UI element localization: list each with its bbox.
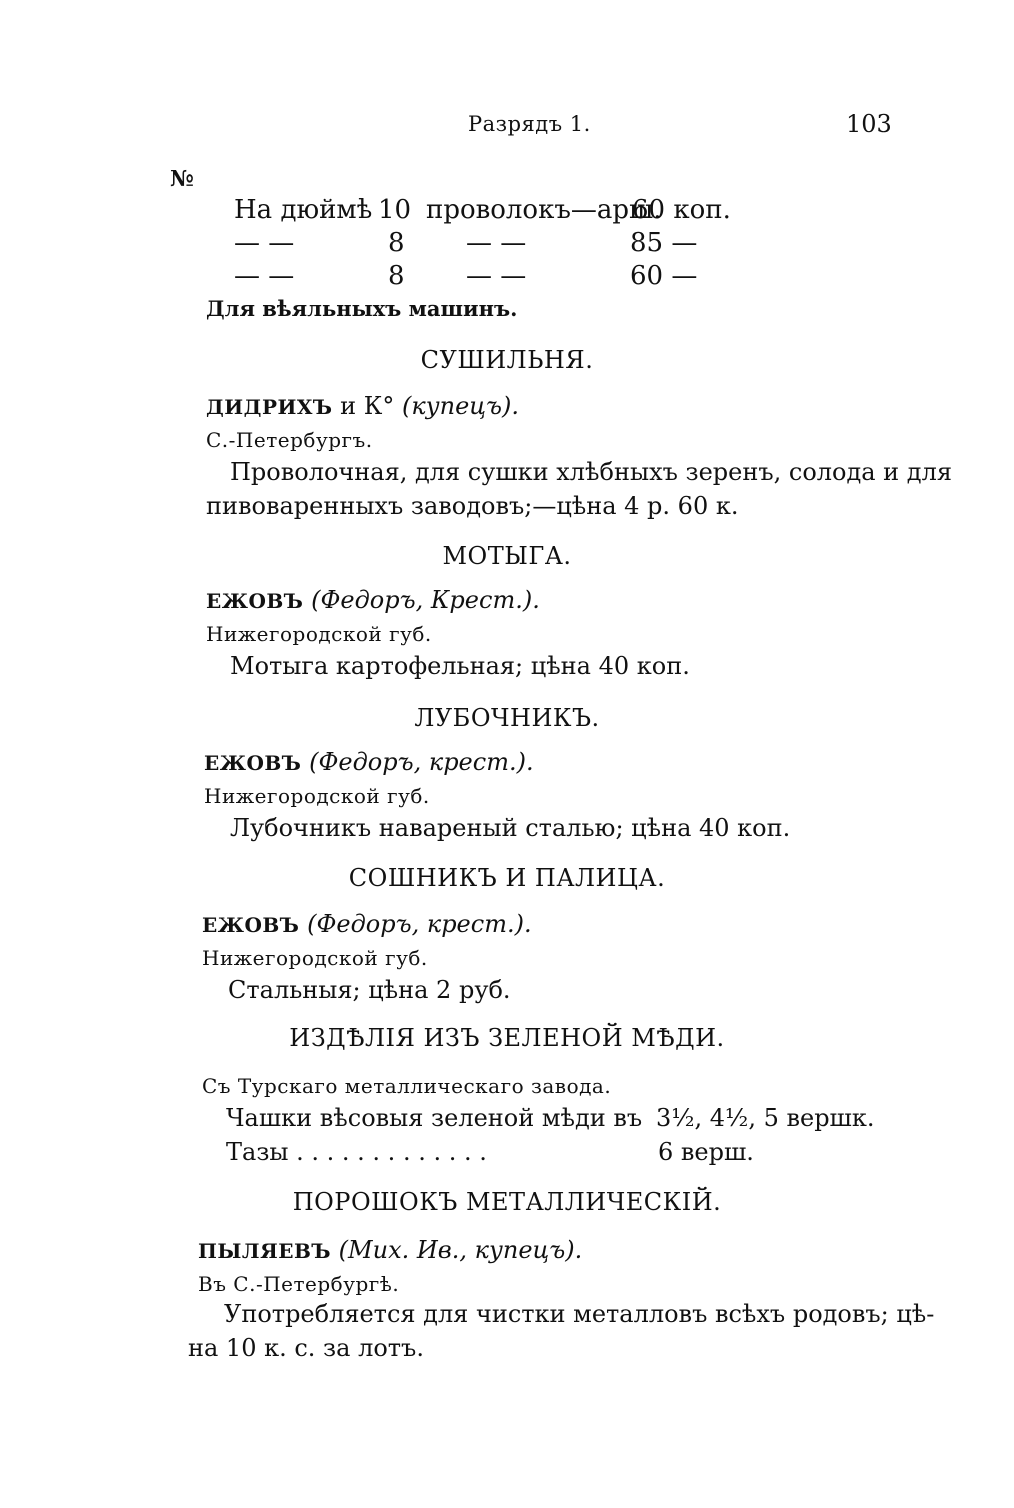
- desc-sushilnya-1: Проволочная, для сушки хлѣбныхъ зеренъ, солода и для: [230, 458, 952, 486]
- table-cell: На дюймѣ: [234, 195, 373, 225]
- maker-name: ЕЖОВЪ: [202, 913, 300, 937]
- place-motyga: Нижегородской губ.: [206, 622, 432, 646]
- table-cell: 10: [378, 195, 412, 225]
- section-title-lubochnik: ЛУБОЧНИКЪ.: [414, 704, 600, 732]
- maker-line-powder: [198, 1236, 582, 1264]
- table-cell: проволокъ—арш.: [426, 195, 662, 225]
- maker-name: ЕЖОВЪ: [206, 589, 304, 613]
- maker-status: (Федоръ, Крест.).: [311, 586, 540, 614]
- table-cell: — —: [466, 261, 527, 291]
- page-number: 103: [846, 110, 892, 138]
- section-title-powder: ПОРОШОКЪ МЕТАЛЛИЧЕСКІЙ.: [292, 1188, 722, 1216]
- place-sushilnya: С.-Петербургъ.: [206, 428, 373, 452]
- place-powder: Въ С.-Петербургѣ.: [198, 1272, 400, 1296]
- section-title-soshnik: СОШНИКЪ И ПАЛИЦА.: [348, 864, 666, 892]
- maker-company: и К°: [332, 392, 403, 420]
- maker-line-sushilnya: [206, 392, 519, 420]
- maker-status: (Мих. Ив., купецъ).: [338, 1236, 583, 1264]
- place-soshnik: Нижегородской губ.: [202, 946, 428, 970]
- desc-powder-1: Употребляется для чистки металловъ всѣхъ родовъ; цѣ-: [224, 1300, 935, 1328]
- table-cell: 60 —: [630, 261, 698, 291]
- table-cell: 85 —: [630, 228, 698, 258]
- table-cell: 8: [388, 228, 405, 258]
- maker-status: (Федоръ, крест.).: [307, 910, 532, 938]
- wire-note: Для вѣяльныхъ машинъ.: [206, 296, 518, 321]
- table-cell: — —: [234, 261, 295, 291]
- place-lubochnik: Нижегородской губ.: [204, 784, 430, 808]
- running-header-title: Разрядъ 1.: [468, 112, 591, 136]
- section-title-copper: ИЗДѢЛІЯ ИЗЪ ЗЕЛЕНОЙ МѢДИ.: [289, 1024, 725, 1052]
- table-cell: — —: [466, 228, 527, 258]
- section-title-motyga: МОТЫГА.: [442, 542, 572, 570]
- table-cell: 8: [388, 261, 405, 291]
- maker-line-lubochnik: [204, 748, 534, 776]
- desc-powder-2: на 10 к. с. за лотъ.: [188, 1334, 424, 1362]
- source-copper: Съ Турскаго металлическаго завода.: [202, 1074, 612, 1098]
- maker-name: ДИДРИХЪ: [206, 395, 333, 419]
- item-label: Тазы . . . . . . . . . . . . .: [226, 1138, 487, 1166]
- maker-name: ЕЖОВЪ: [204, 751, 302, 775]
- table-cell: — —: [234, 228, 295, 258]
- numero-sign: №: [170, 166, 194, 192]
- maker-line-soshnik: [202, 910, 532, 938]
- desc-lubochnik: Лубочникъ навареный сталью; цѣна 40 коп.: [230, 814, 791, 842]
- item-label: Чашки вѣсовыя зеленой мѣди въ: [226, 1104, 643, 1132]
- section-title-sushilnya: СУШИЛЬНЯ.: [420, 346, 594, 374]
- desc-sushilnya-2: пивоваренныхъ заводовъ;—цѣна 4 р. 60 к.: [206, 492, 739, 520]
- desc-soshnik: Стальныя; цѣна 2 руб.: [228, 976, 511, 1004]
- maker-name: ПЫЛЯЕВЪ: [198, 1239, 332, 1263]
- item-value: 3½, 4½, 5 вершк.: [656, 1104, 875, 1132]
- maker-line-motyga: [206, 586, 540, 614]
- maker-status: (Федоръ, крест.).: [309, 748, 534, 776]
- maker-status: (купецъ).: [402, 392, 520, 420]
- table-cell: 60 коп.: [632, 195, 731, 225]
- desc-motyga: Мотыга картофельная; цѣна 40 коп.: [230, 652, 690, 680]
- item-value: 6 верш.: [658, 1138, 754, 1166]
